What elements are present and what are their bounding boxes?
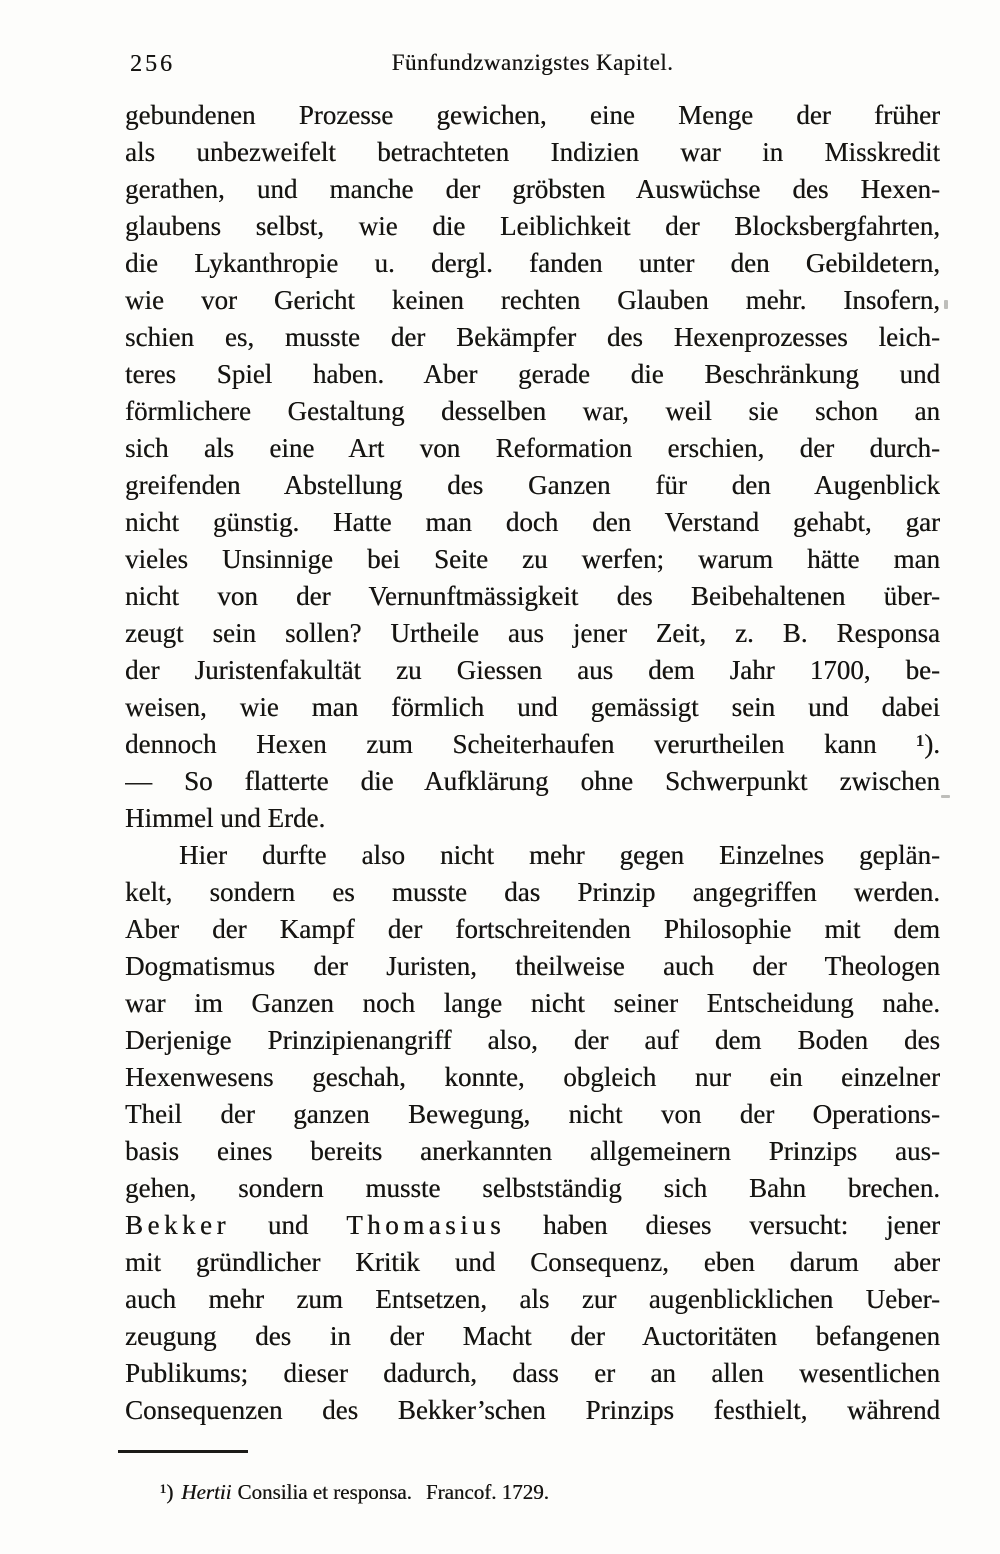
footnote	[125, 1478, 975, 1506]
page-header	[125, 50, 940, 82]
paragraph	[125, 97, 940, 837]
text-line: Hier durfte also nicht mehr gegen Einzelnes geplän-	[179, 840, 940, 870]
text-line: mit gründlicher Kritik und Consequenz, eben darum aber	[125, 1247, 940, 1277]
text-line: gehen, sondern musste selbstständig sich Bahn brechen.	[125, 1173, 940, 1203]
footnote-marker: ¹)	[160, 1480, 174, 1504]
text-line: weisen, wie man förmlich und gemässigt sein und dabei	[125, 692, 940, 722]
text-segment: haben dieses versucht: jener	[505, 1210, 940, 1240]
text-line: förmlichere Gestaltung desselben war, weil sie schon an	[125, 396, 940, 426]
text-line	[125, 1207, 940, 1244]
text-line: Dogmatismus der Juristen, theilweise auch der Theologen	[125, 951, 940, 981]
text-line: nicht günstig. Hatte man doch den Verstand gehabt, gar	[125, 507, 940, 537]
body-text	[125, 97, 940, 1429]
text-line: sich als eine Art von Reformation erschien, der durch-	[125, 433, 940, 463]
text-line: nicht von der Vernunftmässigkeit des Beibehaltenen über-	[125, 581, 940, 611]
text-line: vieles Unsinnige bei Seite zu werfen; warum hätte man	[125, 544, 940, 574]
running-title: Fünfundzwanzigstes Kapitel.	[391, 50, 674, 75]
text-line: basis eines bereits anerkannten allgemeinern Prinzips aus-	[125, 1136, 940, 1166]
text-line: auch mehr zum Entsetzen, als zur augenblicklichen Ueber-	[125, 1284, 940, 1314]
text-line: kelt, sondern es musste das Prinzip angegriffen werden.	[125, 877, 940, 907]
text-line: Consequenzen des Bekker’schen Prinzips festhielt, während	[125, 1395, 940, 1425]
text-line: Aber der Kampf der fortschreitenden Philosophie mit dem	[125, 914, 940, 944]
text-line: teres Spiel haben. Aber gerade die Beschränkung und	[125, 359, 940, 389]
text-line: gerathen, und manche der gröbsten Auswüchse des Hexen-	[125, 174, 940, 204]
footnote-source-title: Consilia et responsa.	[237, 1480, 412, 1504]
emphasized-name: Thomasius	[346, 1210, 506, 1240]
scan-speck	[941, 795, 950, 798]
text-line: der Juristenfakultät zu Giessen aus dem Jahr 1700, be-	[125, 655, 940, 685]
text-line: als unbezweifelt betrachteten Indizien war in Misskredit	[125, 137, 940, 167]
footnote-place-year: Francof. 1729.	[425, 1480, 549, 1504]
text-line: glaubens selbst, wie die Leiblichkeit der Blocksbergfahrten,	[125, 211, 940, 241]
text-line: gebundenen Prozesse gewichen, eine Menge der früher	[125, 100, 940, 130]
text-line: Publikums; dieser dadurch, dass er an allen wesentlichen	[125, 1358, 940, 1388]
page-number: 256	[130, 51, 175, 77]
scan-speck	[944, 300, 948, 309]
text-line: wie vor Gericht keinen rechten Glauben mehr. Insofern,	[125, 285, 940, 315]
text-line: zeugung des in der Macht der Auctoritäten befangenen	[125, 1321, 940, 1351]
text-line: war im Ganzen noch lange nicht seiner Entscheidung nahe.	[125, 988, 940, 1018]
footnote-author: Hertii	[181, 1480, 232, 1504]
text-line: Derjenige Prinzipienangriff also, der auf dem Boden des	[125, 1025, 940, 1055]
text-line: die Lykanthropie u. dergl. fanden unter den Gebildetern,	[125, 248, 940, 278]
paragraph	[125, 837, 940, 1429]
footnote-separator-rule	[118, 1450, 248, 1453]
text-segment: und	[229, 1210, 347, 1240]
text-line: — So flatterte die Aufklärung ohne Schwerpunkt zwischen	[125, 766, 940, 796]
text-line: zeugt sein sollen? Urtheile aus jener Zeit, z. B. Responsa	[125, 618, 940, 648]
text-line: schien es, musste der Bekämpfer des Hexenprozesses leich-	[125, 322, 940, 352]
emphasized-name: Bekker	[125, 1210, 230, 1240]
text-line: dennoch Hexen zum Scheiterhaufen verurtheilen kann ¹).	[125, 729, 940, 759]
text-line: Hexenwesens geschah, konnte, obgleich nur ein einzelner	[125, 1062, 940, 1092]
text-line: Theil der ganzen Bewegung, nicht von der Operations-	[125, 1099, 940, 1129]
text-line: Himmel und Erde.	[125, 803, 326, 833]
text-line: greifenden Abstellung des Ganzen für den Augenblick	[125, 470, 940, 500]
